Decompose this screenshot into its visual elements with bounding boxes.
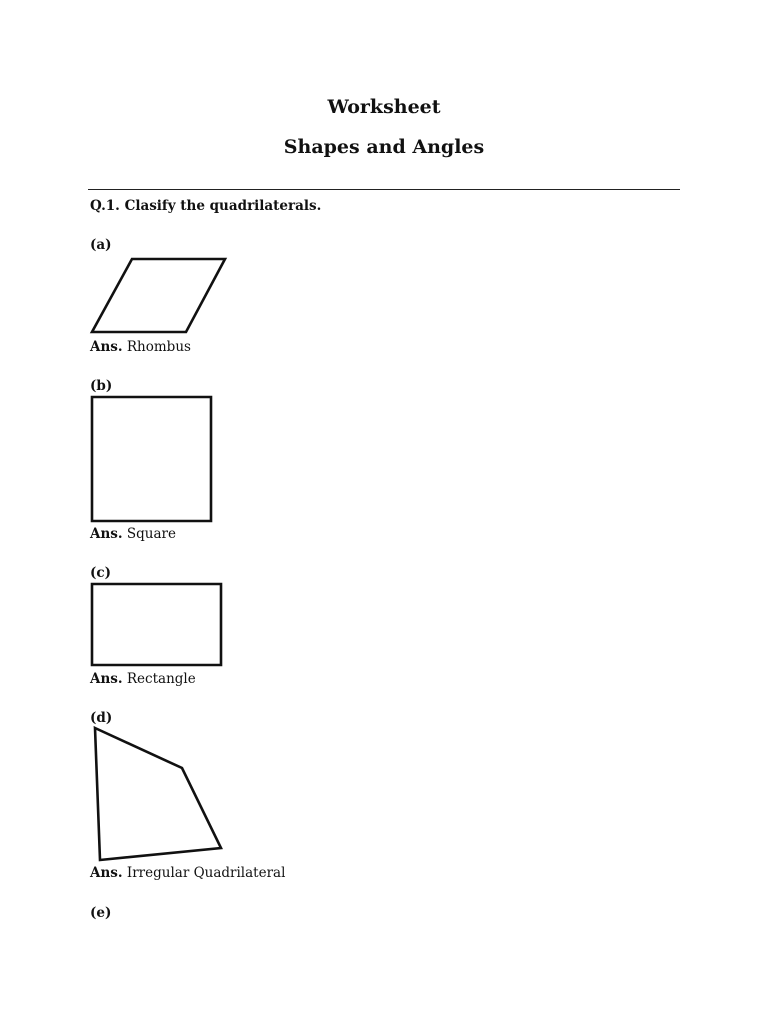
- answer-d: [90, 864, 285, 882]
- answer-prefix: Ans.: [90, 865, 123, 881]
- answer-c: [90, 670, 196, 688]
- answer-text: Rhombus: [126, 339, 191, 355]
- page-title: Worksheet: [327, 96, 441, 118]
- rectangle-shape: [88, 580, 226, 670]
- answer-prefix: Ans.: [90, 526, 123, 542]
- answer-b: [90, 525, 176, 543]
- item-label-e: (e): [90, 905, 112, 921]
- rhombus-outline: [92, 259, 225, 332]
- square-shape: [88, 394, 216, 526]
- answer-text: Rectangle: [126, 671, 196, 687]
- irregular-quadrilateral-outline: [95, 728, 221, 860]
- rhombus-shape: [88, 256, 230, 336]
- answer-prefix: Ans.: [90, 671, 123, 687]
- header-divider: [88, 189, 680, 190]
- question-text: Q.1. Clasify the quadrilaterals.: [90, 198, 322, 214]
- page-subtitle: Shapes and Angles: [283, 136, 485, 158]
- item-label-a: (a): [90, 237, 112, 253]
- answer-text: Irregular Quadrilateral: [126, 865, 286, 881]
- irregular-quadrilateral-shape: [88, 724, 228, 864]
- answer-a: [90, 338, 191, 356]
- answer-prefix: Ans.: [90, 339, 123, 355]
- answer-text: Square: [126, 526, 176, 542]
- rectangle-outline: [92, 584, 221, 665]
- square-outline: [92, 397, 211, 521]
- item-label-d: (d): [90, 710, 113, 726]
- item-label-c: (c): [90, 565, 111, 581]
- item-label-b: (b): [90, 378, 113, 394]
